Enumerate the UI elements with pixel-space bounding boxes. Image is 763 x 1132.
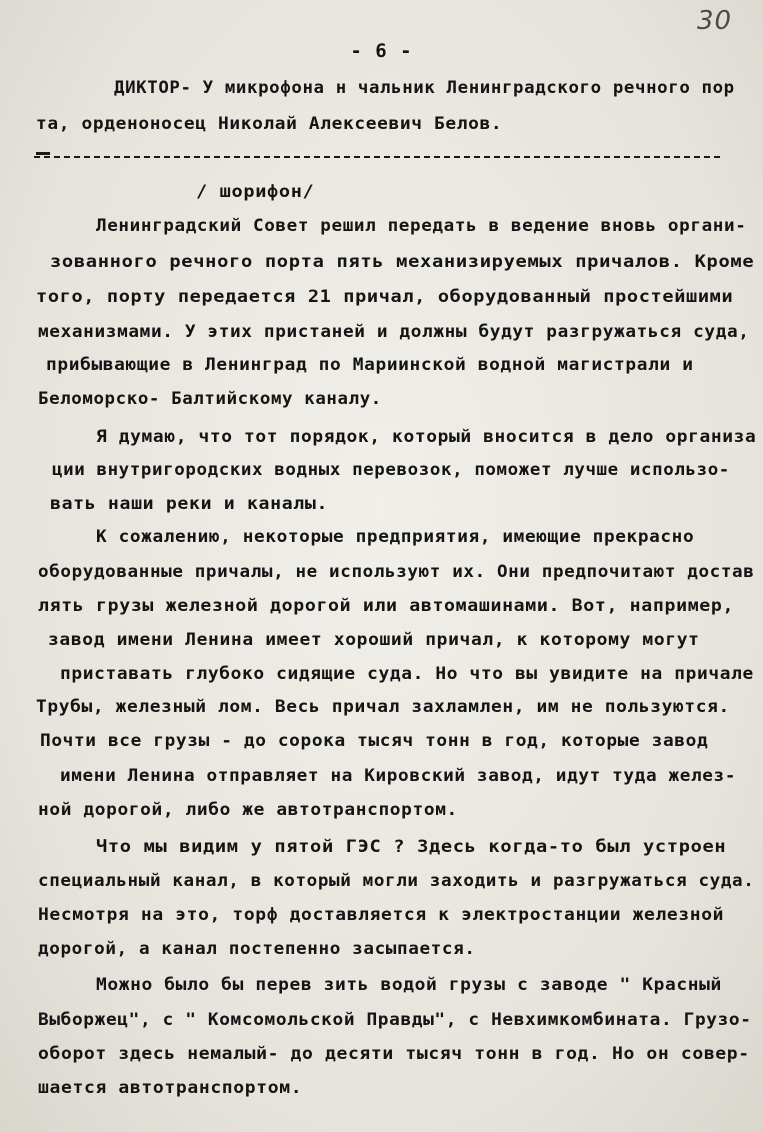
body-line: завод имени Ленина имеет хороший причал, к которому могут — [48, 630, 700, 650]
body-line: Я думаю, что тот порядок, который вносится в дело организа — [96, 427, 757, 447]
body-line: ции внутригородских водных перевозок, поможет лучше использо- — [52, 460, 730, 480]
intro-line: ДИКТОР- У микрофона н чальник Ленинградского речного пор — [114, 78, 735, 98]
body-line: прибывающие в Ленинград по Мариинской водной магистрали и — [46, 355, 694, 375]
body-line: К сожалению, некоторые предприятия, имеющие прекрасно — [96, 527, 695, 547]
body-line: Трубы, железный лом. Весь причал захламлен, им не пользуются. — [36, 697, 730, 717]
body-line: шается автотранспортом. — [38, 1078, 303, 1098]
body-line: Ленинградский Совет решил передать в ведение вновь органи- — [96, 216, 747, 236]
body-line: ной дорогой, либо же автотранспортом. — [38, 800, 458, 820]
archive-page-number: 30 — [697, 6, 733, 36]
body-line: Что мы видим у пятой ГЭС ? Здесь когда-то был устроен — [96, 837, 727, 857]
divider-tick — [36, 152, 50, 155]
body-line: дорогой, а канал постепенно засыпается. — [38, 939, 476, 959]
body-line: того, порту передается 21 причал, оборудованный простейшими — [36, 287, 734, 307]
section-marker: / шорифон/ — [196, 182, 315, 202]
body-line: Несмотря на это, торф доставляется к электростанции железной — [38, 905, 725, 925]
page-number: - 6 - — [350, 40, 413, 62]
body-line: имени Ленина отправляет на Кировский завод, идут туда желез- — [60, 766, 737, 786]
body-line: зованного речного порта пять механизируемых причалов. Кроме — [50, 252, 755, 272]
body-line: лять грузы железной дорогой или автомашинами. Вот, например, — [38, 596, 735, 616]
divider-line — [34, 156, 720, 158]
intro-line: та, орденоносец Николай Алексеевич Белов. — [36, 114, 503, 134]
body-line: вать наши реки и каналы. — [50, 494, 329, 514]
body-line: приставать глубоко сидящие суда. Но что вы увидите на причале — [60, 664, 754, 684]
body-line: Выборжец", с " Комсомольской Правды", с Невхимкомбината. Грузо- — [38, 1010, 752, 1030]
body-line: Беломорско- Балтийскому каналу. — [38, 389, 382, 409]
body-line: оборот здесь немалый- до десяти тысяч тонн в год. Но он совер- — [38, 1044, 750, 1064]
body-line: специальный канал, в который могли заходить и разгружаться суда. — [38, 871, 755, 891]
body-line: Можно было бы перев зить водой грузы с заводе " Красный — [96, 975, 722, 995]
body-line: механизмами. У этих пристаней и должны будут разгружаться суда, — [38, 322, 750, 342]
body-line: Почти все грузы - до сорока тысяч тонн в год, которые завод — [40, 731, 709, 751]
body-line: оборудованные причалы, не используют их. Они предпочитают достав — [38, 562, 755, 582]
